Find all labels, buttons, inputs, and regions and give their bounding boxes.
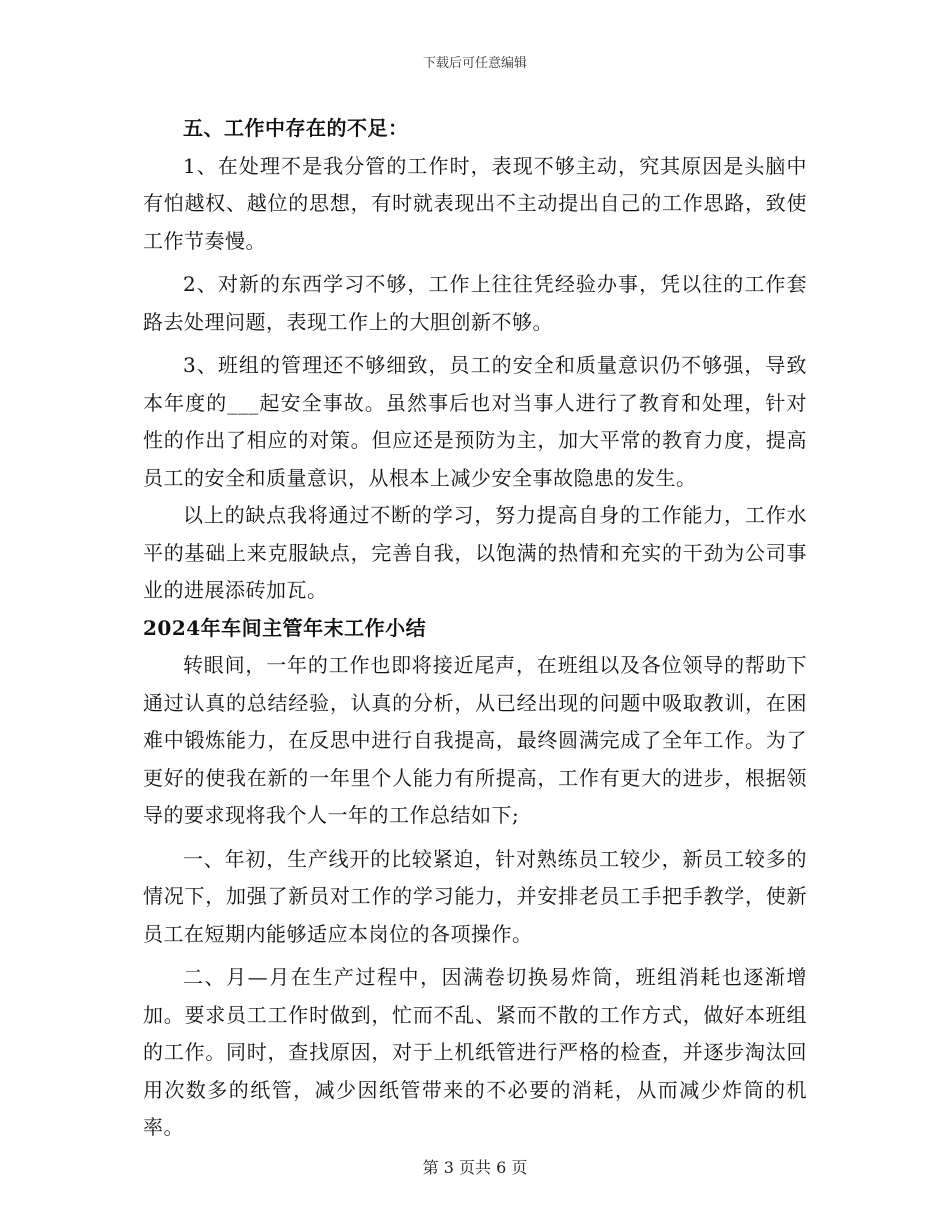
article-paragraph-2: 一、年初，生产线开的比较紧迫，针对熟练员工较少，新员工较多的情况下，加强了新员对工作的学习能力，并安排老员工手把手教学，使新员工在短期内能够适应本岗位的各项操作。 — [143, 846, 807, 946]
section-heading: 五、工作中存在的不足： — [183, 116, 409, 140]
document-body — [143, 110, 807, 1147]
section-paragraph-1: 1、在处理不是我分管的工作时，表现不够主动，究其原因是头脑中有怕越权、越位的思想，有时就表现出不主动提出自己的工作思路，致使工作节奏慢。 — [143, 153, 807, 253]
page-header: 下载后可任意编辑 — [422, 56, 527, 71]
article-paragraph-1: 转眼间，一年的工作也即将接近尾声，在班组以及各位领导的帮助下通过认真的总结经验，认真的分析，从已经出现的问题中吸取教训，在困难中锻炼能力，在反思中进行自我提高，最终圆满完成了全年工作。为了更好的使我在新的一年里个人能力有所提高，工作有更大的进步，根据领导的要求现将我个人一年的工作总结如下; — [143, 653, 807, 827]
article-paragraph-3: 二、月—月在生产过程中，因满卷切换易炸筒，班组消耗也逐渐增加。要求员工工作时做到，忙而不乱、紧而不散的工作方式，做好本班组的工作。同时，查找原因，对于上机纸管进行严格的检查，并逐步淘汰回用次数多的纸管，减少因纸管带来的不必要的消耗，从而减少炸筒的机率。 — [143, 965, 807, 1139]
section-paragraph-4: 以上的缺点我将通过不断的学习，努力提高自身的工作能力，工作水平的基础上来克服缺点，完善自我，以饱满的热情和充实的干劲为公司事业的进展添砖加瓦。 — [143, 503, 807, 602]
page-footer: 第 3 页共 6 页 — [422, 1158, 528, 1177]
article-title: 2024年车间主管年末工作小结 — [143, 615, 427, 640]
section-paragraph-2: 2、对新的东西学习不够，工作上往往凭经验办事，凭以往的工作套路去处理问题，表现工作上的大胆创新不够。 — [143, 272, 807, 334]
section-paragraph-3: 3、班组的管理还不够细致，员工的安全和质量意识仍不够强，导致本年度的___起安全事故。虽然事后也对当事人进行了教育和处理，针对性的作出了相应的对策。但应还是预防为主，加大平常的教育力度，提高员工的安全和质量意识，从根本上减少安全事故隐患的发生。 — [143, 353, 807, 490]
